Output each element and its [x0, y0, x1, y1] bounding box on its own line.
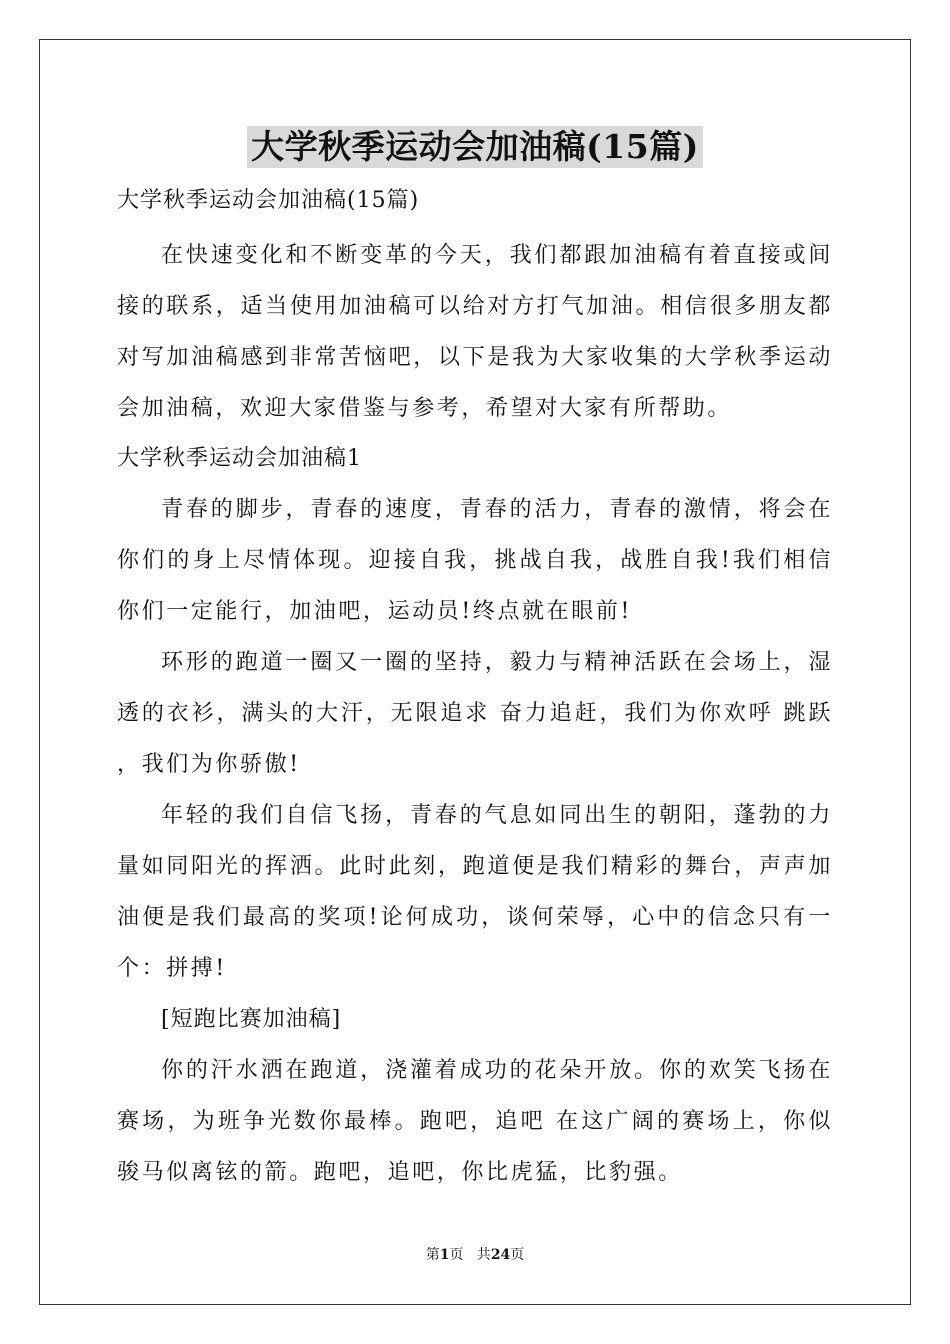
intro-paragraph: 在快速变化和不断变革的今天，我们都跟加油稿有着直接或间接的联系，适当使用加油稿可以给对方打气加油。相信很多朋友都对写加油稿感到非常苦恼吧，以下是我为大家收集的大学秋季运动会加油稿，欢迎大家借鉴与参考，希望对大家有所帮助。: [117, 243, 833, 421]
body-paragraph-3: 年轻的我们自信飞扬，青春的气息如同出生的朝阳，蓬勃的力量如同阳光的挥洒。此时此刻，跑道便是我们精彩的舞台，声声加油便是我们最高的奖项!论何成功，谈何荣辱，心中的信念只有一个：拼搏!: [117, 803, 833, 981]
title-container: [0, 126, 950, 168]
document-title: 大学秋季运动会加油稿(15篇): [247, 126, 703, 168]
page-footer: [0, 1244, 950, 1264]
section-heading: 大学秋季运动会加油稿1: [117, 446, 362, 471]
bracket-heading: [短跑比赛加油稿]: [161, 1007, 342, 1032]
body-paragraph-4: 你的汗水洒在跑道，浇灌着成功的花朵开放。你的欢笑飞扬在赛场，为班争光数你最棒。跑吧，追吧 在这广阔的赛场上，你似骏马似离铉的箭。跑吧，追吧，你比虎猛，比豹强。: [117, 1058, 833, 1185]
footer-total-pages: 24: [490, 1247, 511, 1263]
footer-current-page: 1: [439, 1247, 450, 1263]
footer-prefix: 第: [425, 1247, 440, 1263]
document-subtitle: 大学秋季运动会加油稿(15篇): [117, 188, 420, 213]
document-body: [117, 180, 833, 1198]
footer-mid: 页 共: [449, 1247, 491, 1263]
body-paragraph-2: 环形的跑道一圈又一圈的坚持，毅力与精神活跃在会场上，湿透的衣衫，满头的大汗，无限追求 奋力追赶，我们为你欢呼 跳跃 ，我们为你骄傲!: [117, 650, 833, 777]
body-paragraph-1: 青春的脚步，青春的速度，青春的活力，青春的激情，将会在你们的身上尽情体现。迎接自我，挑战自我，战胜自我!我们相信你们一定能行，加油吧，运动员!终点就在眼前!: [117, 497, 833, 624]
footer-suffix: 页: [510, 1247, 525, 1263]
